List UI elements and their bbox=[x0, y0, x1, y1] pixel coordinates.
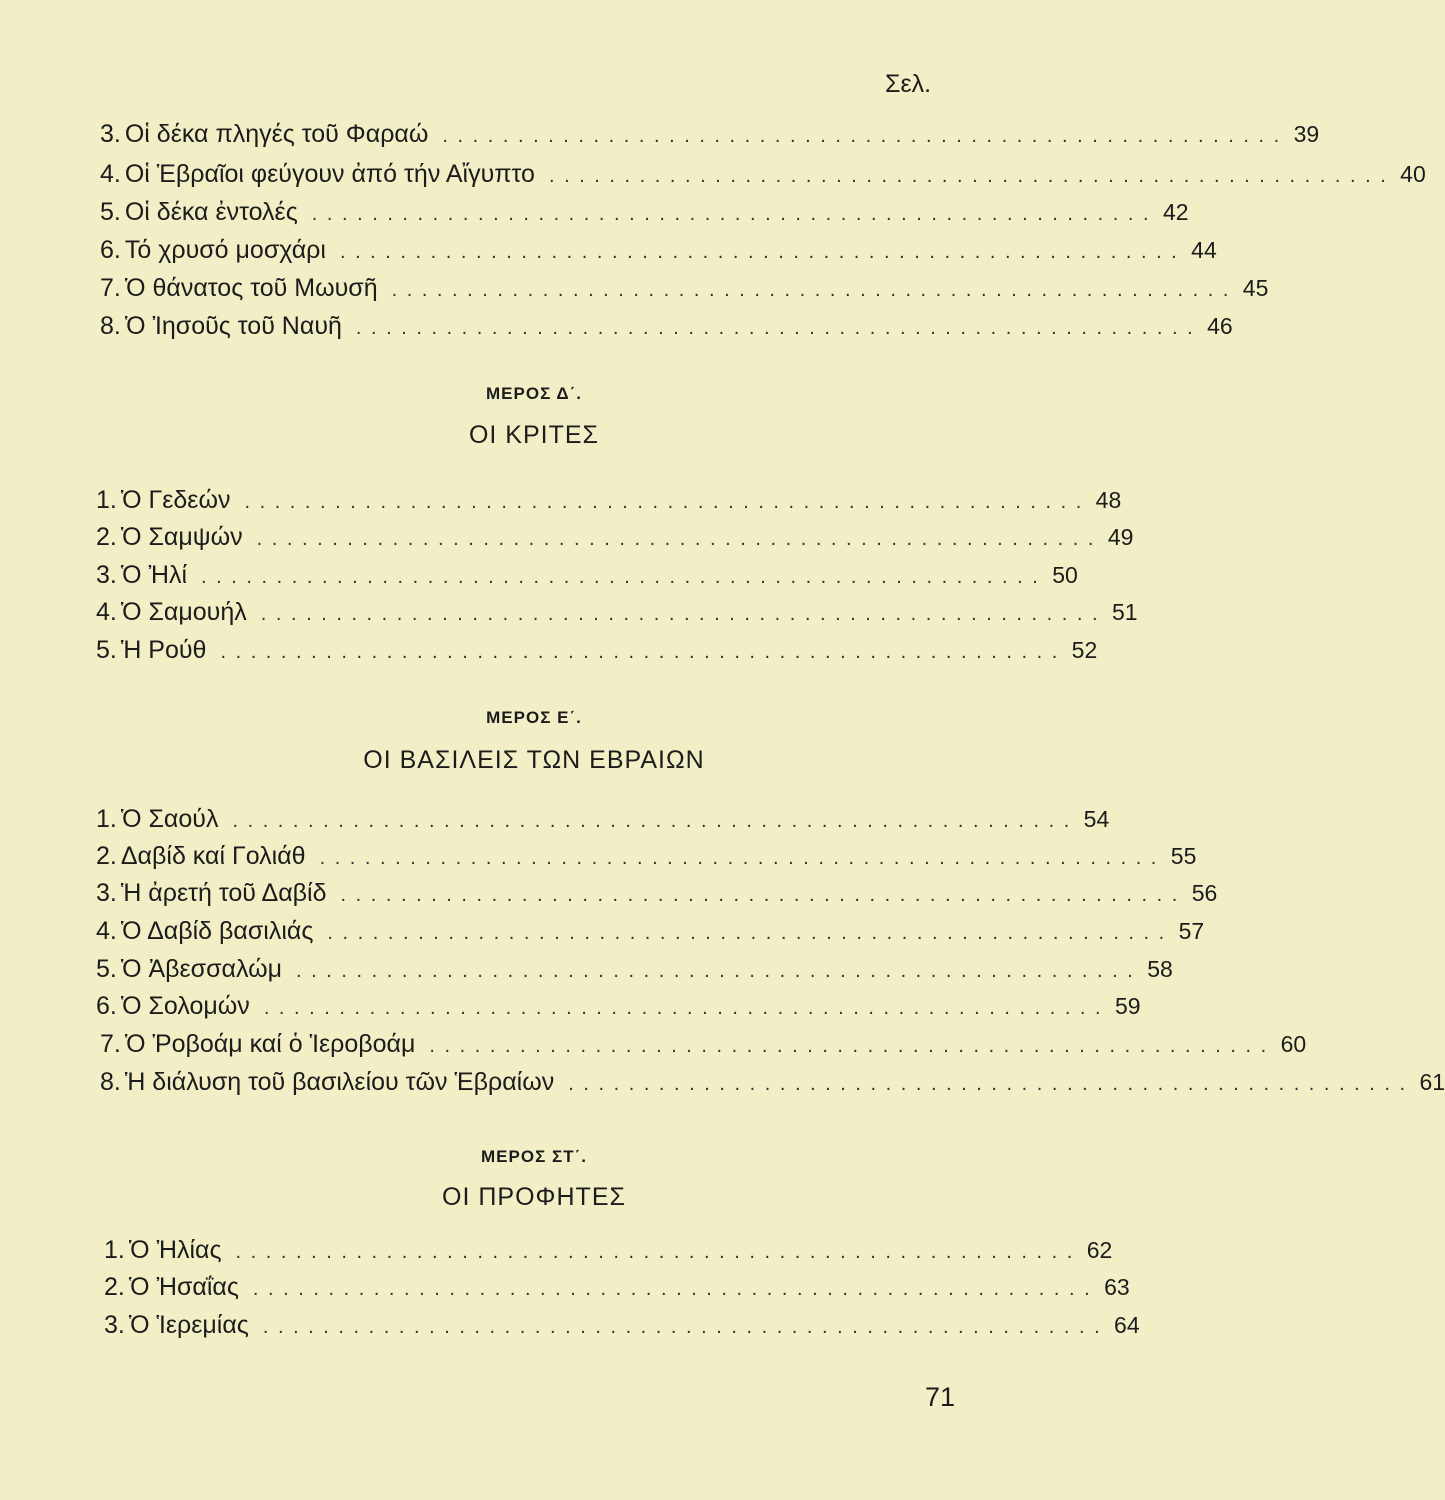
toc-entry bbox=[96, 953, 1173, 985]
entry-number: 3. bbox=[104, 1311, 125, 1339]
entry-page: 58 bbox=[1147, 956, 1173, 982]
entry-number: 5. bbox=[100, 198, 121, 226]
entry-title: Οἱ δέκα ἐντολές bbox=[124, 198, 298, 226]
page-number: 71 bbox=[925, 1382, 956, 1412]
entry-number: 7. bbox=[100, 1030, 121, 1058]
leader-dots: . . . . . . . . . . . . . . . . . . . . . . . . . . . . . . . . . . . . . . . . . . . . . . . . . . . . . . . . bbox=[232, 810, 1072, 832]
entry-page: 40 bbox=[1400, 161, 1426, 187]
entry-page: 44 bbox=[1191, 237, 1217, 263]
entry-page: 57 bbox=[1178, 918, 1205, 944]
entry-page: 42 bbox=[1162, 199, 1189, 225]
leader-dots: . . . . . . . . . . . . . . . . . . . . . . . . . . . . . . . . . . . . . . . . . . . . . . . . . . . . . . . . bbox=[296, 960, 1135, 982]
entry-title: Ὁ Ἰησοῦς τοῦ Ναυῆ bbox=[124, 312, 342, 340]
leader-dots: . . . . . . . . . . . . . . . . . . . . . . . . . . . . . . . . . . . . . . . . . . . . . . . . . . . . . . . . bbox=[201, 566, 1040, 588]
entry-page: 63 bbox=[1104, 1274, 1130, 1300]
entry-title: Ὁ Ἱερεμίας bbox=[128, 1311, 249, 1339]
toc-entry bbox=[100, 272, 1269, 304]
entry-page: 49 bbox=[1107, 524, 1134, 550]
leader-dots: . . . . . . . . . . . . . . . . . . . . . . . . . . . . . . . . . . . . . . . . . . . . . . . . . . . . . . . . bbox=[244, 491, 1084, 513]
toc-entry bbox=[96, 990, 1141, 1022]
page-column-label: Σελ. bbox=[885, 70, 932, 98]
toc-entry bbox=[96, 840, 1197, 872]
leader-dots: . . . . . . . . . . . . . . . . . . . . . . . . . . . . . . . . . . . . . . . . . . . . . . . . . . . . . . . . bbox=[256, 528, 1096, 550]
toc-entry bbox=[100, 1066, 1445, 1098]
toc-entry bbox=[104, 1309, 1140, 1341]
entry-title: Ὁ Ἀβεσσαλώμ bbox=[120, 955, 283, 983]
leader-dots: . . . . . . . . . . . . . . . . . . . . . . . . . . . . . . . . . . . . . . . . . . . . . . . . . . . . . . . . bbox=[548, 165, 1388, 187]
toc-entry bbox=[96, 634, 1098, 666]
entry-number: 6. bbox=[100, 236, 121, 264]
section-title: ΟΙ ΒΑΣΙΛΕΙΣ ΤΩΝ ΕΒΡΑΙΩΝ bbox=[363, 746, 705, 774]
toc-entry bbox=[96, 915, 1205, 947]
leader-dots: . . . . . . . . . . . . . . . . . . . . . . . . . . . . . . . . . . . . . . . . . . . . . . . . . . . . . . . . bbox=[442, 125, 1282, 147]
section-title: ΟΙ ΠΡΟΦΗΤΕΣ bbox=[442, 1183, 626, 1211]
entry-number: 2. bbox=[104, 1273, 125, 1301]
toc-entry bbox=[100, 118, 1320, 150]
entry-number: 3. bbox=[96, 561, 117, 589]
entry-title: Ὁ Δαβίδ βασιλιάς bbox=[120, 917, 314, 945]
entry-title: Ὁ Γεδεών bbox=[120, 486, 231, 514]
leader-dots: . . . . . . . . . . . . . . . . . . . . . . . . . . . . . . . . . . . . . . . . . . . . . . . . . . . . . . . . bbox=[262, 1316, 1102, 1338]
entry-title: Ὁ Ῥοβοάμ καί ὁ Ἱεροβοάμ bbox=[124, 1030, 416, 1058]
toc-entry bbox=[100, 310, 1233, 342]
entry-page: 59 bbox=[1115, 993, 1141, 1019]
entry-title: Ὁ Σαούλ bbox=[120, 805, 219, 833]
entry-page: 60 bbox=[1280, 1031, 1307, 1057]
entry-number: 4. bbox=[96, 598, 117, 626]
leader-dots: . . . . . . . . . . . . . . . . . . . . . . . . . . . . . . . . . . . . . . . . . . . . . . . . . . . . . . . . bbox=[568, 1073, 1408, 1095]
entry-title: Ὁ θάνατος τοῦ Μωυσῆ bbox=[124, 274, 378, 302]
toc-entry bbox=[100, 158, 1426, 190]
leader-dots: . . . . . . . . . . . . . . . . . . . . . . . . . . . . . . . . . . . . . . . . . . . . . . . . . . . . . . . . bbox=[339, 241, 1179, 263]
toc-entry bbox=[104, 1234, 1113, 1266]
entry-title: Οἱ δέκα πληγές τοῦ Φαραώ bbox=[124, 120, 429, 148]
entry-page: 61 bbox=[1419, 1069, 1445, 1095]
leader-dots: . . . . . . . . . . . . . . . . . . . . . . . . . . . . . . . . . . . . . . . . . . . . . . . . . . . . . . . . bbox=[340, 884, 1180, 906]
part-heading: ΜΕΡΟΣ Ε΄. bbox=[486, 708, 582, 727]
entry-page: 64 bbox=[1114, 1312, 1140, 1338]
entry-page: 45 bbox=[1242, 275, 1269, 301]
entry-number: 6. bbox=[96, 992, 117, 1020]
entry-page: 62 bbox=[1086, 1237, 1113, 1263]
toc-entry bbox=[96, 521, 1134, 553]
entry-title: Ἡ Ρούθ bbox=[120, 636, 207, 664]
entry-number: 8. bbox=[100, 1068, 121, 1096]
toc-entry bbox=[104, 1271, 1130, 1303]
entry-number: 4. bbox=[96, 917, 117, 945]
entry-page: 54 bbox=[1083, 806, 1110, 832]
entry-number: 1. bbox=[104, 1236, 125, 1264]
entry-number: 7. bbox=[100, 274, 121, 302]
leader-dots: . . . . . . . . . . . . . . . . . . . . . . . . . . . . . . . . . . . . . . . . . . . . . . . . . . . . . . . . bbox=[235, 1241, 1075, 1263]
toc-entry bbox=[96, 559, 1078, 591]
toc-entry bbox=[96, 484, 1122, 516]
entry-page: 39 bbox=[1293, 121, 1320, 147]
entry-page: 50 bbox=[1052, 562, 1078, 588]
entry-title: Ὁ Σαμψών bbox=[120, 523, 243, 551]
entry-number: 3. bbox=[96, 879, 117, 907]
entry-title: Ἡ διάλυση τοῦ βασιλείου τῶν Ἑβραίων bbox=[124, 1068, 555, 1096]
section-title: ΟΙ ΚΡΙΤΕΣ bbox=[468, 421, 600, 449]
leader-dots: . . . . . . . . . . . . . . . . . . . . . . . . . . . . . . . . . . . . . . . . . . . . . . . . . . . . . . . . bbox=[355, 317, 1195, 339]
entry-number: 5. bbox=[96, 636, 117, 664]
entry-title: Ὁ Ἠλίας bbox=[128, 1236, 222, 1264]
toc-entry bbox=[100, 196, 1189, 228]
leader-dots: . . . . . . . . . . . . . . . . . . . . . . . . . . . . . . . . . . . . . . . . . . . . . . . . . . . . . . . . bbox=[391, 279, 1231, 301]
leader-dots: . . . . . . . . . . . . . . . . . . . . . . . . . . . . . . . . . . . . . . . . . . . . . . . . . . . . . . . . bbox=[220, 641, 1060, 663]
toc-entry bbox=[100, 234, 1217, 266]
entry-title: Ὁ Σολομών bbox=[120, 992, 250, 1020]
leader-dots: . . . . . . . . . . . . . . . . . . . . . . . . . . . . . . . . . . . . . . . . . . . . . . . . . . . . . . . . bbox=[327, 922, 1167, 944]
part-heading: ΜΕΡΟΣ ΣΤ΄. bbox=[481, 1147, 587, 1166]
entry-number: 3. bbox=[100, 120, 121, 148]
leader-dots: . . . . . . . . . . . . . . . . . . . . . . . . . . . . . . . . . . . . . . . . . . . . . . . . . . . . . . . . bbox=[319, 847, 1159, 869]
leader-dots: . . . . . . . . . . . . . . . . . . . . . . . . . . . . . . . . . . . . . . . . . . . . . . . . . . . . . . . . bbox=[252, 1278, 1092, 1300]
leader-dots: . . . . . . . . . . . . . . . . . . . . . . . . . . . . . . . . . . . . . . . . . . . . . . . . . . . . . . . . bbox=[311, 203, 1151, 225]
entry-page: 55 bbox=[1170, 843, 1197, 869]
entry-page: 46 bbox=[1207, 313, 1233, 339]
entry-page: 56 bbox=[1191, 880, 1218, 906]
entry-title: Ὁ Ἠσαΐας bbox=[128, 1273, 239, 1301]
toc-entry bbox=[96, 596, 1138, 628]
entry-title: Τό χρυσό μοσχάρι bbox=[124, 236, 326, 264]
entry-number: 8. bbox=[100, 312, 121, 340]
toc-entry bbox=[100, 1028, 1307, 1060]
entry-number: 1. bbox=[96, 486, 117, 514]
leader-dots: . . . . . . . . . . . . . . . . . . . . . . . . . . . . . . . . . . . . . . . . . . . . . . . . . . . . . . . . bbox=[260, 603, 1100, 625]
part-heading: ΜΕΡΟΣ Δ΄. bbox=[486, 384, 582, 403]
entry-page: 52 bbox=[1071, 637, 1098, 663]
entry-number: 1. bbox=[96, 805, 117, 833]
entry-number: 2. bbox=[96, 842, 117, 870]
entry-number: 4. bbox=[100, 160, 121, 188]
leader-dots: . . . . . . . . . . . . . . . . . . . . . . . . . . . . . . . . . . . . . . . . . . . . . . . . . . . . . . . . bbox=[429, 1035, 1269, 1057]
entry-page: 48 bbox=[1095, 487, 1122, 513]
toc-entry bbox=[96, 877, 1218, 909]
entry-page: 51 bbox=[1111, 599, 1138, 625]
toc-entry bbox=[96, 803, 1110, 835]
entry-number: 5. bbox=[96, 955, 117, 983]
entry-number: 2. bbox=[96, 523, 117, 551]
entry-title: Ἡ ἀρετή τοῦ Δαβίδ bbox=[120, 879, 327, 907]
entry-title: Ὁ Σαμουήλ bbox=[120, 598, 247, 626]
entry-title: Ὁ Ἠλί bbox=[120, 561, 188, 589]
leader-dots: . . . . . . . . . . . . . . . . . . . . . . . . . . . . . . . . . . . . . . . . . . . . . . . . . . . . . . . . bbox=[263, 997, 1103, 1019]
entry-title: Δαβίδ καί Γολιάθ bbox=[120, 842, 306, 870]
entry-title: Οἱ Ἑβραῖοι φεύγουν ἀπό τήν Αἴγυπτο bbox=[124, 160, 535, 188]
